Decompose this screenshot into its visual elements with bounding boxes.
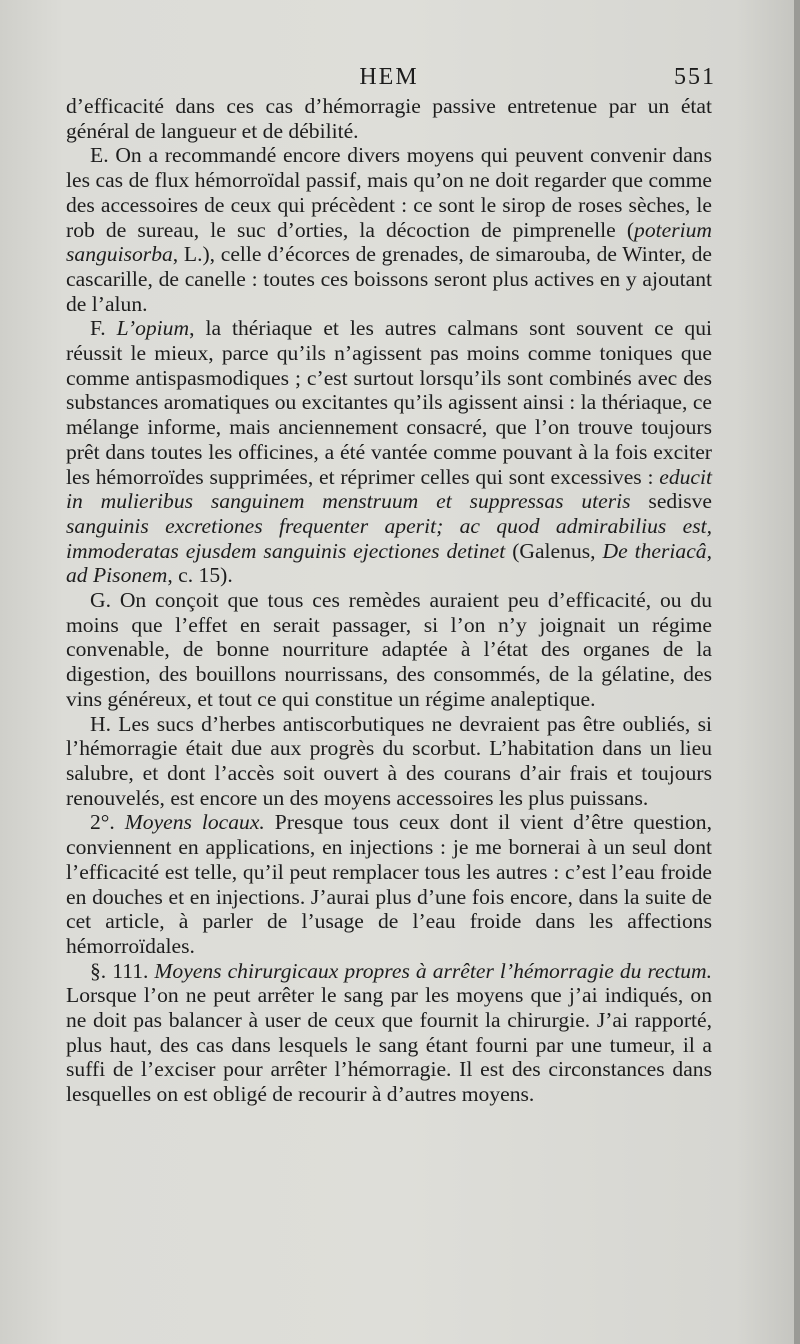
paragraph-continuation: [66, 94, 712, 143]
italic-run: educit in mulieribus sanguinem menstruum et suppressas uteris: [66, 464, 712, 514]
text-run: H. Les sucs d’herbes antiscorbutiques ne devraient pas être oubliés, si l’hémorragie était due aux progrès du scorbut. L’habitation dans un lieu salubre, et dont l’accès soit ouvert à des courans d’air frais et toujours renouvelés, est encore un des moyens accessoires les plus puissans.: [66, 711, 712, 810]
text-run: Presque tous ceux dont il vient d’être question, conviennent en applications, en injections : je me bornerai à un seul dont l’efficacité est telle, qu’il peut remplacer tous les autres : c’est l’eau froide en douches et en injections. J’aurai plus d’une fois encore, dans la suite de cet article, à parler de l’usage de l’eau froide dans les affections hémorroïdales.: [66, 810, 712, 958]
paragraph-F: [66, 316, 712, 588]
text-run: , c. 15).: [167, 563, 233, 588]
text-run: d’efficacité dans ces cas d’hémorragie passive entretenue par un état général de langueur et de débilité.: [66, 94, 712, 143]
text-run: E. On a recommandé encore divers moyens qui peuvent convenir dans les cas de flux hémorroïdal passif, mais qu’on ne doit regarder que comme des accessoires de ceux qui précèdent : ce sont le sirop de roses sèches, le rob de sureau, le suc d’orties, la décoction de pimprenelle (: [66, 143, 712, 242]
text-run: Lorsque l’on ne peut arrêter le sang par les moyens que j’ai indiqués, on ne doit pas balancer à user de ceux que fournit la chirurgie. J’ai rapporté, plus haut, des cas dans lesquels le sang étant fourni par une tumeur, il a suffi de l’exciser pour arrêter l’hémorragie. Il est des circonstances dans lesquelles on est obligé de recourir à d’autres moyens.: [66, 983, 712, 1107]
running-head: HEM: [359, 64, 419, 90]
italic-run: De theriacâ, ad Pisonem: [66, 538, 712, 588]
text-run: , L.), celle d’écorces de grenades, de simarouba, de Winter, de cascarille, de canelle : toutes ces boissons seront plus actives en y ajoutant de l’alun.: [66, 242, 712, 316]
text-run: 2°.: [90, 810, 125, 835]
body-text: [66, 94, 712, 1107]
text-run: , la thériaque et les autres calmans sont souvent ce qui réussit le mieux, parce qu’ils n’agissent pas moins comme toniques que comme antispasmodiques ; c’est surtout lorsqu’ils sont combinés avec des substances aromatiques ou excitantes qu’ils agissent ainsi : la thériaque, ce mélange informe, mais anciennement consacré, que l’on trouve toujours prêt dans toutes les officines, a été vantée comme pouvant à la fois exciter les hémorroïdes supprimées, et réprimer celles qui sont excessives :: [66, 316, 712, 489]
italic-run: Moyens locaux.: [124, 810, 265, 835]
page-header: [66, 58, 716, 94]
paragraph-E: [66, 143, 712, 316]
text-run: sedisve: [630, 489, 712, 514]
paragraph-moyens-locaux: [66, 810, 712, 958]
italic-run: sanguinis excretiones frequenter aperit; ac quod admirabilius est, immoderatas ejusdem sanguinis ejectiones detinet: [66, 513, 712, 563]
text-run: §. 111.: [90, 958, 155, 983]
paragraph-section-111: [66, 959, 712, 1107]
italic-run: poterium sanguisorba: [66, 217, 712, 267]
paragraph-G: [66, 588, 712, 712]
text-run: (Galenus,: [505, 538, 603, 563]
page-edge: [794, 0, 800, 1344]
text-run: G. On conçoit que tous ces remèdes auraient peu d’efficacité, ou du moins que l’effet en serait passager, si l’on n’y joignait un régime convenable, de bonne nourriture adaptée à l’état des organes de la digestion, des bouillons nourrissans, des consommés, de la gélatine, des vins généreux, et tout ce qui constitue un régime analeptique.: [66, 588, 712, 711]
text-run: F.: [90, 316, 117, 341]
page-number: 551: [674, 64, 716, 90]
italic-run: L’opium: [116, 316, 190, 341]
paragraph-H: [66, 712, 712, 811]
italic-run: Moyens chirurgicaux propres à arrêter l’hémorragie du rectum.: [154, 958, 712, 983]
